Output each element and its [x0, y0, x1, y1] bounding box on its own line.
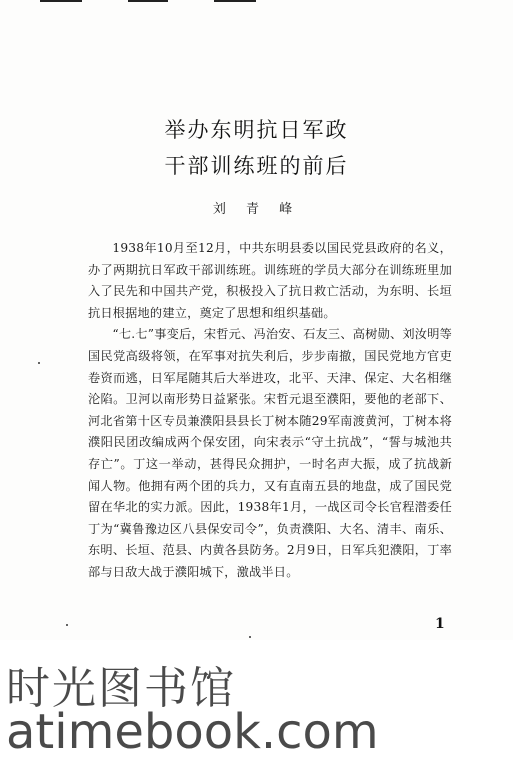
page-number: 1 [435, 616, 445, 632]
scan-speck [66, 624, 68, 626]
watermark-url: atimebook.com [6, 704, 379, 760]
watermark-chinese: 时光图书馆 [6, 663, 236, 714]
header-rule-left [40, 0, 82, 2]
article-title-line2: 干部训练班的前后 [164, 154, 349, 178]
article-body [88, 238, 452, 584]
scan-speck [38, 362, 40, 364]
paragraph: 1938年10月至12月，中共东明县委以国民党县政府的名义，办了两期抗日军政干部训练班。训练班的学员大部分在训练班里加入了民先和中国共产党，积极投入了抗日救亡活动，为东明、长垣抗日根据地的建立，奠定了思想和组织基础。 [88, 241, 452, 320]
scan-speck [249, 636, 251, 638]
article-author: 刘 青 峰 [212, 202, 301, 217]
paragraph: “七.七”事变后，宋哲元、冯治安、石友三、高树勋、刘汝明等国民党高级将领，在军事对抗失利后，步步南撤，国民党地方官吏卷资而逃，日军尾随其后大举进攻，北平、天津、保定、大名相继沦陷。卫河以南形势日益紧张。宋哲元退至濮阳，要他的老部下、河北省第十区专员兼濮阳县县长丁树本随29军南渡黄河，丁树本将濮阳民团改编成两个保安团，向宋表示“守土抗战”，“誓与城池共存亡”。丁这一举动，甚得民众拥护，一时名声大振，成了抗战新闻人物。他拥有两个团的兵力，又有直南五县的地盘，成了国民党留在华北的实力派。因此，1938年1月，一战区司令长官程潜委任丁为“冀鲁豫边区八县保安司令”，负责濮阳、大名、清丰、南乐、东明、长垣、范县、内黄各县防务。2月9日，日军兵犯濮阳，丁率部与日敌大战于濮阳城下，激战半日。 [88, 327, 452, 579]
article-title-line1: 举办东明抗日军政 [164, 118, 349, 142]
header-rule-middle [128, 0, 168, 2]
header-rule-right [214, 0, 256, 2]
